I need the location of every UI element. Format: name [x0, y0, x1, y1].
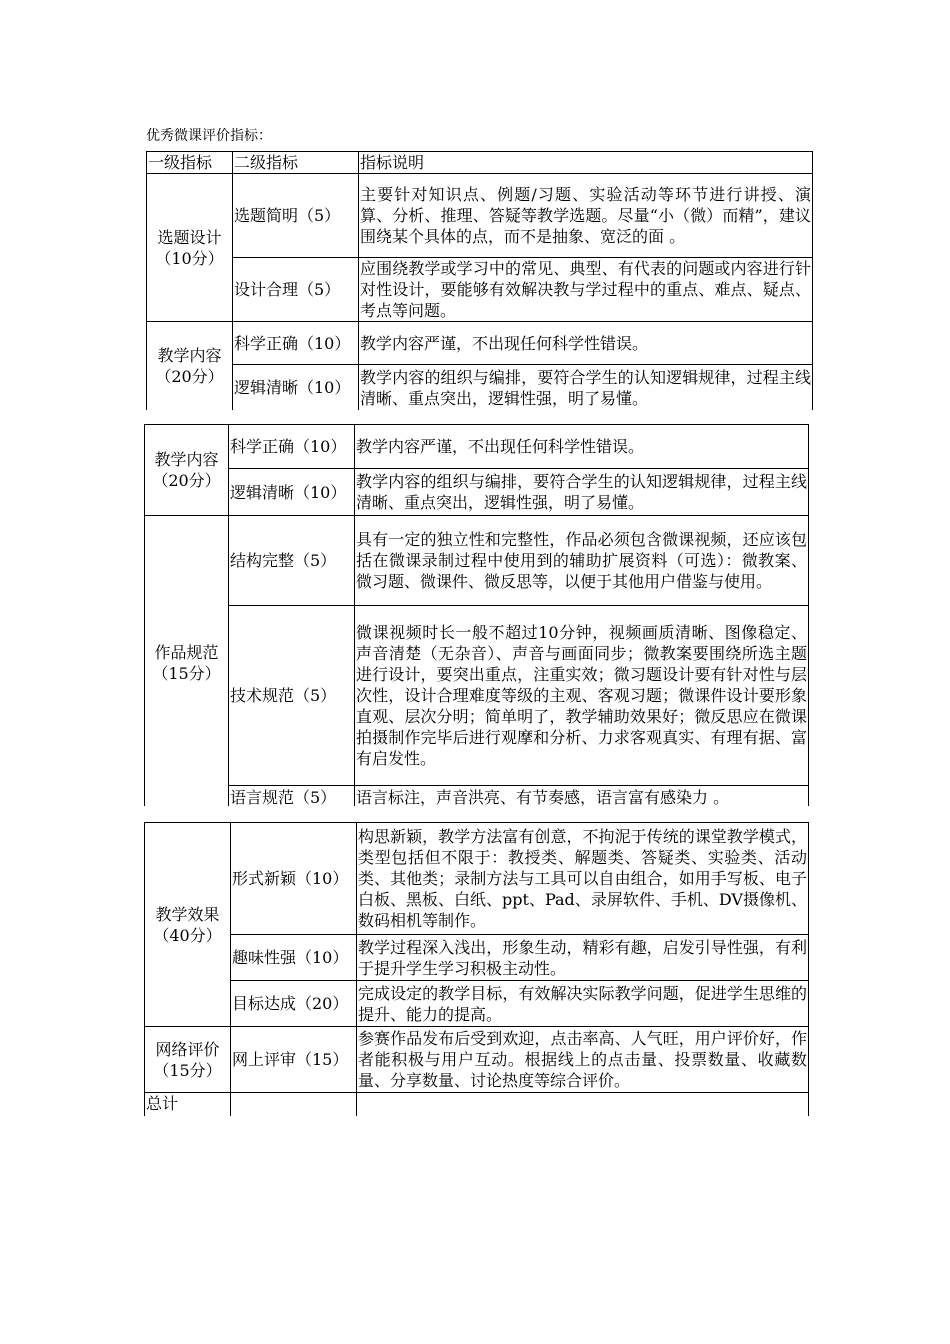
- header-description: 指标说明: [359, 152, 813, 174]
- document-title: 优秀微课评价指标：: [146, 128, 272, 144]
- table-segment-1: [146, 151, 816, 410]
- table-row: [147, 174, 813, 258]
- table-row: [145, 1027, 809, 1093]
- table-row: [145, 469, 809, 516]
- criterion-name: 逻辑清晰（10）: [229, 469, 355, 516]
- criterion-description: 教学内容严谨，不出现任何科学性错误。: [359, 322, 813, 365]
- table-row: [145, 1093, 809, 1117]
- total-secondary: [231, 1093, 357, 1117]
- category-effect: 教学效果 （40分）: [145, 823, 231, 1027]
- table-header-row: [147, 152, 813, 174]
- category-network: 网络评价 （15分）: [145, 1027, 231, 1093]
- criterion-description: 教学内容严谨，不出现任何科学性错误。: [355, 425, 809, 469]
- table-row: [145, 516, 809, 606]
- category-content: 教学内容 （20分）: [147, 322, 233, 411]
- criterion-description: 构思新颖，教学方法富有创意，不拘泥于传统的课堂教学模式，类型包括但不限于：教授类、解题类、答疑类、实验类、活动类、其他类；录制方法与工具可以自由组合，如用手写板、电子白板、黑板、白纸、ppt、Pad、录屏软件、手机、DV摄像机、数码相机等制作。: [357, 823, 809, 935]
- criterion-name: 选题简明（5）: [233, 174, 359, 258]
- evaluation-table-part-1: [146, 151, 813, 410]
- table-row: [145, 425, 809, 469]
- criterion-description: 教学内容的组织与编排，要符合学生的认知逻辑规律，过程主线清晰、重点突出，逻辑性强，明了易懂。: [359, 365, 813, 411]
- total-description: [357, 1093, 809, 1117]
- criterion-name: 趣味性强（10）: [231, 935, 357, 981]
- category-content: 教学内容 （20分）: [145, 425, 229, 516]
- criterion-description: 教学内容的组织与编排，要符合学生的认知逻辑规律，过程主线清晰、重点突出，逻辑性强，明了易懂。: [355, 469, 809, 516]
- criterion-description: 具有一定的独立性和完整性，作品必须包含微课视频，还应该包括在微课录制过程中使用到的辅助扩展资料（可选）：微教案、微习题、微课件、微反思等，以便于其他用户借鉴与使用。: [355, 516, 809, 606]
- criterion-name: 结构完整（5）: [229, 516, 355, 606]
- criterion-description: 教学过程深入浅出，形象生动，精彩有趣，启发引导性强，有利于提升学生学习积极主动性。: [357, 935, 809, 981]
- criterion-description: 语言标注，声音洪亮、有节奏感，语言富有感染力 。: [355, 786, 809, 807]
- criterion-name: 逻辑清晰（10）: [233, 365, 359, 411]
- criterion-name: 语言规范（5）: [229, 786, 355, 807]
- evaluation-table-part-3: [144, 822, 809, 1116]
- criterion-description: 完成设定的教学目标，有效解决实际教学问题，促进学生思维的提升、能力的提高。: [357, 981, 809, 1027]
- criterion-name: 技术规范（5）: [229, 606, 355, 786]
- criterion-description: 参赛作品发布后受到欢迎，点击率高、人气旺，用户评价好，作者能积极与用户互动。根据线上的点击量、投票数量、收藏数量、分享数量、讨论热度等综合评价。: [357, 1027, 809, 1093]
- criterion-name: 科学正确（10）: [233, 322, 359, 365]
- table-row: [145, 823, 809, 935]
- table-segment-3: [144, 822, 812, 1116]
- criterion-name: 形式新颖（10）: [231, 823, 357, 935]
- criterion-description: 微课视频时长一般不超过10分钟，视频画质清晰、图像稳定、声音清楚（无杂音）、声音与画面同步；微教案要围绕所选主题进行设计，要突出重点，注重实效；微习题设计要有针对性与层次性，设计合理难度等级的主观、客观习题；微课件设计要形象直观、层次分明；简单明了，教学辅助效果好；微反思应在微课拍摄制作完毕后进行观摩和分析、力求客观真实、有理有据、富有启发性。: [355, 606, 809, 786]
- criterion-description: 主要针对知识点、例题/习题、实验活动等环节进行讲授、演算、分析、推理、答疑等教学选题。尽量“小（微）而精”，建议围绕某个具体的点，而不是抽象、宽泛的面 。: [359, 174, 813, 258]
- table-segment-2: [144, 424, 812, 806]
- category-design: 选题设计 （10分）: [147, 174, 233, 322]
- criterion-name: 网上评审（15）: [231, 1027, 357, 1093]
- criterion-name: 目标达成（20）: [231, 981, 357, 1027]
- table-row: [145, 981, 809, 1027]
- table-row: [145, 786, 809, 807]
- header-secondary-index: 二级指标: [233, 152, 359, 174]
- criterion-description: 应围绕教学或学习中的常见、典型、有代表的问题或内容进行针对性设计，要能够有效解决教与学过程中的重点、难点、疑点、考点等问题。: [360, 259, 811, 320]
- header-primary-index: 一级指标: [147, 152, 233, 174]
- evaluation-table-part-2: [144, 424, 809, 806]
- table-row: [145, 935, 809, 981]
- criterion-name: 设计合理（5）: [233, 258, 359, 322]
- criterion-name: 科学正确（10）: [229, 425, 355, 469]
- table-row: [147, 322, 813, 365]
- table-row: [145, 606, 809, 786]
- total-label: 总计: [145, 1093, 231, 1117]
- table-row: [147, 258, 813, 322]
- table-row: [147, 365, 813, 411]
- category-spec: 作品规范 （15分）: [145, 516, 229, 807]
